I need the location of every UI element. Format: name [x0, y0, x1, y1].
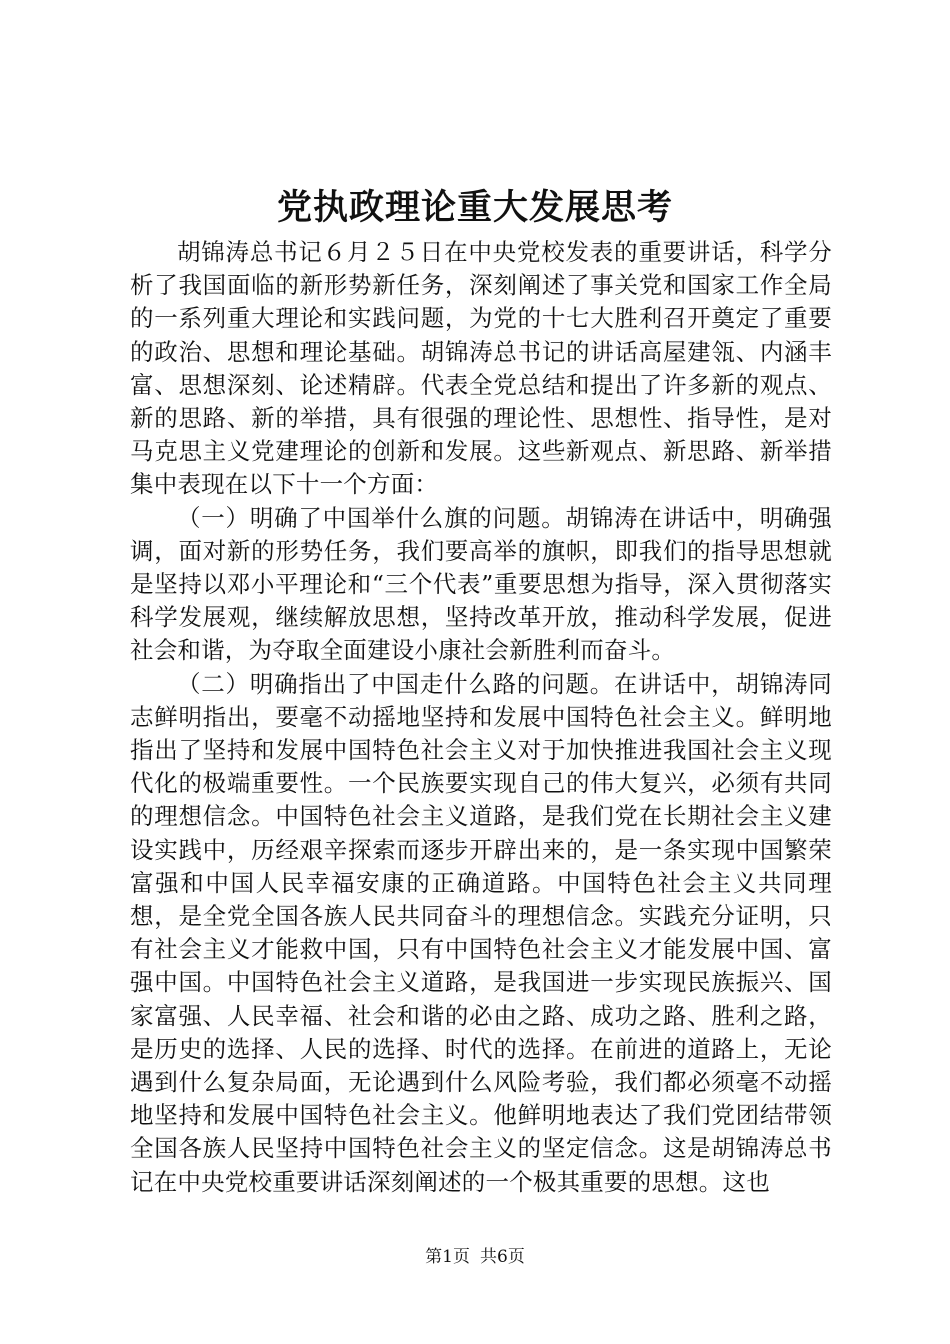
document-body	[130, 236, 832, 1199]
page-footer	[0, 1245, 950, 1269]
page-number: 第1页	[425, 1247, 470, 1267]
page-title: 党执政理论重大发展思考	[276, 187, 673, 228]
paragraph-intro: 胡锦涛总书记６月２５日在中央党校发表的重要讲话，科学分析了我国面临的新形势新任务，深刻阐述了事关党和国家工作全局的一系列重大理论和实践问题，为党的十七大胜利召开奠定了重要的政治、思想和理论基础。胡锦涛总书记的讲话高屋建瓴、内涵丰富、思想深刻、论述精辟。代表全党总结和提出了许多新的观点、新的思路、新的举措，具有很强的理论性、思想性、指导性，是对马克思主义党建理论的创新和发展。这些新观点、新思路、新举措集中表现在以下十一个方面：	[130, 238, 832, 499]
page-total: 共6页	[480, 1247, 525, 1267]
paragraph-section-1: （一）明确了中国举什么旗的问题。胡锦涛在讲话中，明确强调，面对新的形势任务，我们要高举的旗帜，即我们的指导思想就是坚持以邓小平理论和“三个代表”重要思想为指导，深入贯彻落实科学发展观，继续解放思想，坚持改革开放，推动科学发展，促进社会和谐，为夺取全面建设小康社会新胜利而奋斗。	[130, 503, 832, 665]
paragraph-section-2: （二）明确指出了中国走什么路的问题。在讲话中，胡锦涛同志鲜明指出，要毫不动摇地坚持和发展中国特色社会主义。鲜明地指出了坚持和发展中国特色社会主义对于加快推进我国社会主义现代化的极端重要性。一个民族要实现自己的伟大复兴，必须有共同的理想信念。中国特色社会主义道路，是我们党在长期社会主义建设实践中，历经艰辛探索而逐步开辟出来的，是一条实现中国繁荣富强和中国人民幸福安康的正确道路。中国特色社会主义共同理想，是全党全国各族人民共同奋斗的理想信念。实践充分证明，只有社会主义才能救中国，只有中国特色社会主义才能发展中国、富强中国。中国特色社会主义道路，是我国进一步实现民族振兴、国家富强、人民幸福、社会和谐的必由之路、成功之路、胜利之路，是历史的选择、人民的选择、时代的选择。在前进的道路上，无论遇到什么复杂局面，无论遇到什么风险考验，我们都必须毫不动摇地坚持和发展中国特色社会主义。他鲜明地表达了我们党团结带领全国各族人民坚持中国特色社会主义的坚定信念。这是胡锦涛总书记在中央党校重要讲话深刻阐述的一个极其重要的思想。这也	[130, 669, 832, 1196]
